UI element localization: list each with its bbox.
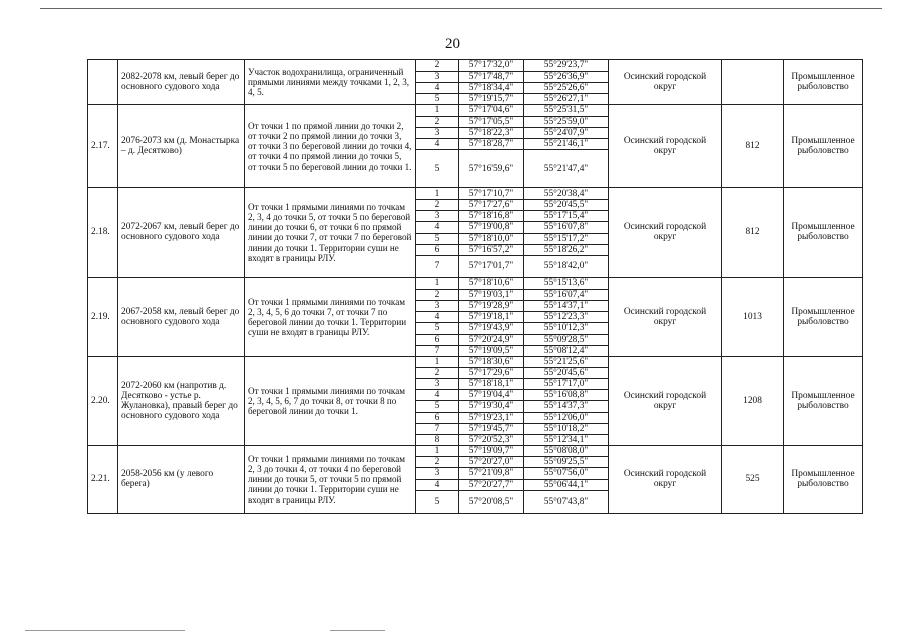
section-area: 1013 bbox=[722, 277, 784, 356]
point-latitude: 57°20'52,3" bbox=[459, 434, 524, 445]
point-latitude: 57°18'16,8" bbox=[459, 211, 524, 222]
point-latitude: 57°18'30,6" bbox=[459, 356, 524, 367]
point-latitude: 57°17'05,5" bbox=[459, 116, 524, 127]
point-longitude: 55°12'34,1" bbox=[524, 434, 609, 445]
section-number bbox=[88, 60, 118, 105]
point-longitude: 55°16'07,8" bbox=[524, 222, 609, 233]
point-latitude: 57°19'00,8" bbox=[459, 222, 524, 233]
point-longitude: 55°12'06,0" bbox=[524, 412, 609, 423]
point-latitude: 57°16'59,6" bbox=[459, 150, 524, 188]
table-row bbox=[88, 277, 863, 289]
point-latitude: 57°17'04,6" bbox=[459, 105, 524, 116]
section-location: 2082-2078 км, левый берег до основного судового хода bbox=[118, 60, 245, 105]
fishing-areas-table bbox=[87, 59, 863, 514]
table-body bbox=[88, 60, 863, 514]
point-longitude: 55°15'13,6" bbox=[524, 277, 609, 289]
point-number: 4 bbox=[416, 390, 459, 401]
section-boundary-description: Участок водохранилища, ограниченный прямыми линиями между точками 1, 2, 3, 4, 5. bbox=[245, 60, 416, 105]
point-longitude: 55°20'38,4" bbox=[524, 188, 609, 200]
point-latitude: 57°19'45,7" bbox=[459, 423, 524, 434]
point-number: 2 bbox=[416, 60, 459, 72]
point-longitude: 55°17'15,4" bbox=[524, 211, 609, 222]
point-longitude: 55°08'08,0" bbox=[524, 446, 609, 457]
section-usage: Промышленное рыболовство bbox=[784, 105, 863, 188]
point-longitude: 55°21'47,4" bbox=[524, 150, 609, 188]
bottom-rule bbox=[330, 630, 385, 631]
section-number: 2.19. bbox=[88, 277, 118, 356]
point-number: 1 bbox=[416, 105, 459, 116]
point-latitude: 57°18'10,6" bbox=[459, 277, 524, 289]
point-latitude: 57°20'08,5" bbox=[459, 490, 524, 513]
point-number: 1 bbox=[416, 277, 459, 289]
section-territory: Осинский городской округ bbox=[609, 188, 722, 278]
section-area: 812 bbox=[722, 188, 784, 278]
point-longitude: 55°21'46,1" bbox=[524, 138, 609, 149]
section-location: 2076-2073 км (д. Монастырка – д. Десятково) bbox=[118, 105, 245, 188]
point-latitude: 57°17'29,6" bbox=[459, 367, 524, 378]
table-row bbox=[88, 188, 863, 200]
point-latitude: 57°19'30,4" bbox=[459, 401, 524, 412]
top-rule bbox=[40, 8, 882, 9]
section-usage: Промышленное рыболовство bbox=[784, 356, 863, 445]
section-number: 2.20. bbox=[88, 356, 118, 445]
section-boundary-description: От точки 1 прямыми линиями по точкам 2, 3, 4, 5, 6 до точки 7, от точки 7 по береговой линии до точки 1. Территории суши не входят в границы РЛУ. bbox=[245, 277, 416, 356]
point-longitude: 55°09'28,5" bbox=[524, 334, 609, 345]
table-row bbox=[88, 446, 863, 457]
point-number: 8 bbox=[416, 434, 459, 445]
point-latitude: 57°19'09,5" bbox=[459, 345, 524, 356]
point-longitude: 55°20'45,5" bbox=[524, 200, 609, 211]
point-latitude: 57°17'01,7" bbox=[459, 255, 524, 277]
point-longitude: 55°18'42,0" bbox=[524, 255, 609, 277]
section-usage: Промышленное рыболовство bbox=[784, 446, 863, 514]
point-number: 3 bbox=[416, 301, 459, 312]
point-number: 5 bbox=[416, 150, 459, 188]
point-longitude: 55°26'27,1" bbox=[524, 94, 609, 105]
section-number: 2.18. bbox=[88, 188, 118, 278]
table-row bbox=[88, 105, 863, 116]
section-territory: Осинский городской округ bbox=[609, 105, 722, 188]
point-number: 1 bbox=[416, 356, 459, 367]
point-longitude: 55°14'37,1" bbox=[524, 301, 609, 312]
point-number: 4 bbox=[416, 138, 459, 149]
point-latitude: 57°19'15,7" bbox=[459, 94, 524, 105]
point-longitude: 55°29'23,7" bbox=[524, 60, 609, 72]
point-number: 2 bbox=[416, 116, 459, 127]
point-number: 5 bbox=[416, 94, 459, 105]
section-area bbox=[722, 60, 784, 105]
point-number: 2 bbox=[416, 457, 459, 468]
point-longitude: 55°07'43,8" bbox=[524, 490, 609, 513]
section-location: 2072-2060 км (напротив д. Десятково - устье р. Жулановка), правый берег до основного судового хода bbox=[118, 356, 245, 445]
section-usage: Промышленное рыболовство bbox=[784, 188, 863, 278]
section-area: 1208 bbox=[722, 356, 784, 445]
point-longitude: 55°07'56,0" bbox=[524, 468, 609, 479]
point-latitude: 57°18'22,3" bbox=[459, 127, 524, 138]
point-latitude: 57°19'09,7" bbox=[459, 446, 524, 457]
section-area: 525 bbox=[722, 446, 784, 514]
point-longitude: 55°16'07,4" bbox=[524, 289, 609, 300]
point-number: 5 bbox=[416, 490, 459, 513]
section-area: 812 bbox=[722, 105, 784, 188]
point-longitude: 55°14'37,3" bbox=[524, 401, 609, 412]
point-longitude: 55°06'44,1" bbox=[524, 479, 609, 490]
point-latitude: 57°19'43,9" bbox=[459, 323, 524, 334]
point-latitude: 57°19'23,1" bbox=[459, 412, 524, 423]
point-longitude: 55°20'45,6" bbox=[524, 367, 609, 378]
point-number: 3 bbox=[416, 127, 459, 138]
point-number: 1 bbox=[416, 446, 459, 457]
point-number: 4 bbox=[416, 222, 459, 233]
point-number: 5 bbox=[416, 233, 459, 244]
point-longitude: 55°25'59,0" bbox=[524, 116, 609, 127]
section-location: 2058-2056 км (у левого берега) bbox=[118, 446, 245, 514]
section-territory: Осинский городской округ bbox=[609, 356, 722, 445]
point-number: 2 bbox=[416, 289, 459, 300]
point-number: 3 bbox=[416, 379, 459, 390]
point-longitude: 55°10'12,3" bbox=[524, 323, 609, 334]
point-latitude: 57°19'03,1" bbox=[459, 289, 524, 300]
section-boundary-description: От точки 1 прямыми линиями по точкам 2, 3, 4, 5, 6, 7 до точки 8, от точки 8 по береговой линии до точки 1. bbox=[245, 356, 416, 445]
point-latitude: 57°18'34,4" bbox=[459, 83, 524, 94]
table-row bbox=[88, 356, 863, 367]
section-number: 2.21. bbox=[88, 446, 118, 514]
point-number: 5 bbox=[416, 323, 459, 334]
section-boundary-description: От точки 1 прямыми линиями по точкам 2, 3 до точки 4, от точки 4 по береговой линии до точки 5, от точки 5 по прямой линии до точки 1. Территории суши не входят в границы РЛУ. bbox=[245, 446, 416, 514]
point-number: 3 bbox=[416, 468, 459, 479]
point-longitude: 55°18'26,2" bbox=[524, 244, 609, 255]
point-longitude: 55°08'12,4" bbox=[524, 345, 609, 356]
point-longitude: 55°15'17,2" bbox=[524, 233, 609, 244]
point-latitude: 57°17'27,6" bbox=[459, 200, 524, 211]
point-longitude: 55°09'25,5" bbox=[524, 457, 609, 468]
bottom-rule bbox=[25, 630, 185, 631]
point-number: 6 bbox=[416, 412, 459, 423]
section-territory: Осинский городской округ bbox=[609, 446, 722, 514]
point-latitude: 57°19'18,1" bbox=[459, 312, 524, 323]
point-latitude: 57°16'57,2" bbox=[459, 244, 524, 255]
point-longitude: 55°25'26,6" bbox=[524, 83, 609, 94]
point-number: 2 bbox=[416, 367, 459, 378]
point-longitude: 55°17'17,0" bbox=[524, 379, 609, 390]
point-number: 1 bbox=[416, 188, 459, 200]
point-number: 3 bbox=[416, 72, 459, 83]
page-number: 20 bbox=[445, 36, 460, 52]
section-number: 2.17. bbox=[88, 105, 118, 188]
section-location: 2067-2058 км, левый берег до основного судового хода bbox=[118, 277, 245, 356]
point-number: 6 bbox=[416, 334, 459, 345]
point-latitude: 57°18'18,1" bbox=[459, 379, 524, 390]
point-latitude: 57°19'28,9" bbox=[459, 301, 524, 312]
point-number: 4 bbox=[416, 312, 459, 323]
table-row bbox=[88, 60, 863, 72]
point-latitude: 57°18'28,7" bbox=[459, 138, 524, 149]
section-territory: Осинский городской округ bbox=[609, 277, 722, 356]
point-number: 7 bbox=[416, 255, 459, 277]
point-longitude: 55°16'08,8" bbox=[524, 390, 609, 401]
section-boundary-description: От точки 1 по прямой линии до точки 2, от точки 2 по прямой линии до точки 3, от точки 3 по береговой линии до точки 4, от точки 4 по прямой линии до точки 5, от точки 5 по береговой линии до точки 1. bbox=[245, 105, 416, 188]
section-usage: Промышленное рыболовство bbox=[784, 60, 863, 105]
point-longitude: 55°26'36,9" bbox=[524, 72, 609, 83]
section-usage: Промышленное рыболовство bbox=[784, 277, 863, 356]
point-longitude: 55°25'31,5" bbox=[524, 105, 609, 116]
point-number: 3 bbox=[416, 211, 459, 222]
point-latitude: 57°17'32,0" bbox=[459, 60, 524, 72]
point-latitude: 57°19'04,4" bbox=[459, 390, 524, 401]
section-boundary-description: От точки 1 прямыми линиями по точкам 2, 3, 4 до точки 5, от точки 5 по береговой линии до точки 6, от точки 6 по прямой линии до точки 7, от точки 7 по береговой линии до точки 1. Территории суши не входят в границы РЛУ. bbox=[245, 188, 416, 278]
point-longitude: 55°21'25,6" bbox=[524, 356, 609, 367]
point-longitude: 55°10'18,2" bbox=[524, 423, 609, 434]
point-longitude: 55°24'07,9" bbox=[524, 127, 609, 138]
point-latitude: 57°17'10,7" bbox=[459, 188, 524, 200]
point-latitude: 57°20'27,7" bbox=[459, 479, 524, 490]
section-location: 2072-2067 км, левый берег до основного судового хода bbox=[118, 188, 245, 278]
point-number: 6 bbox=[416, 244, 459, 255]
point-number: 7 bbox=[416, 345, 459, 356]
point-latitude: 57°17'48,7" bbox=[459, 72, 524, 83]
point-number: 7 bbox=[416, 423, 459, 434]
point-latitude: 57°20'27,0" bbox=[459, 457, 524, 468]
point-number: 4 bbox=[416, 479, 459, 490]
point-number: 4 bbox=[416, 83, 459, 94]
point-longitude: 55°12'23,3" bbox=[524, 312, 609, 323]
point-number: 5 bbox=[416, 401, 459, 412]
point-latitude: 57°21'09,8" bbox=[459, 468, 524, 479]
point-latitude: 57°18'10,0" bbox=[459, 233, 524, 244]
point-latitude: 57°20'24,9" bbox=[459, 334, 524, 345]
point-number: 2 bbox=[416, 200, 459, 211]
section-territory: Осинский городской округ bbox=[609, 60, 722, 105]
